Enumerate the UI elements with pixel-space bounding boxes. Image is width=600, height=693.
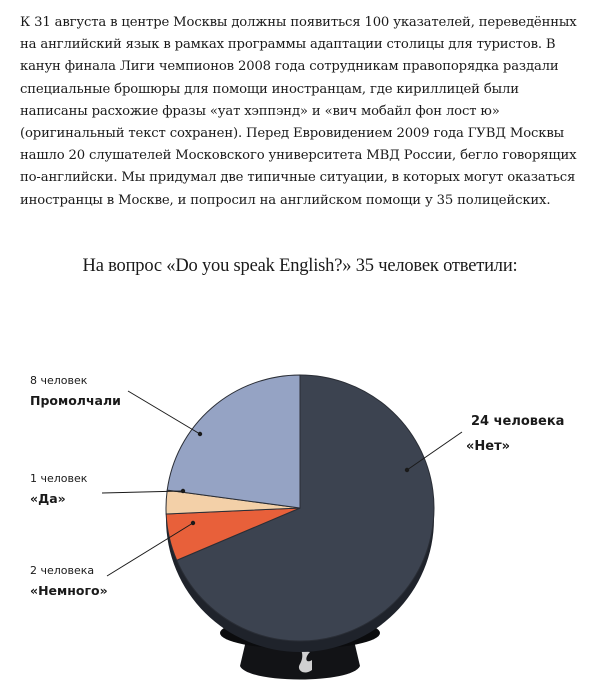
label-count-net: 24 человека (471, 414, 565, 429)
pie-slice-promolchali (167, 375, 300, 508)
slice-dot-net (405, 468, 409, 472)
label-count-nemnogo: 2 человека (30, 564, 95, 577)
pie-slices (166, 375, 434, 641)
chart-title: На вопрос «Do you speak English?» 35 человек ответили: (82, 256, 518, 276)
label-count-promolchali: 8 человек (30, 374, 88, 387)
label-count-da: 1 человек (30, 472, 88, 485)
slice-dot-promolchali (198, 432, 202, 436)
label-name-promolchali: Промолчали (30, 393, 121, 408)
label-name-net: «Нет» (466, 439, 511, 454)
slice-dot-da (181, 489, 185, 493)
slice-dot-nemnogo (191, 521, 195, 525)
leader-line-promolchali (128, 391, 200, 434)
label-name-da: «Да» (30, 491, 66, 506)
label-name-nemnogo: «Немного» (30, 583, 108, 598)
article-text: К 31 августа в центре Москвы должны появиться 100 указателей, переведённых на английский язык в рамках программы адаптации столицы для туристов. В канун финала Лиги чемпионов 2008 года сотрудникам правопорядка раздали специальные брошюры для помощи иностранцам, где кириллицей были написаны расхожие фразы «уат хэппэнд» и «вич мобайл фон лост ю» (оригинальный текст сохранен). Перед Евровидением 2009 года ГУВД Москвы нашло 20 слушателей Московского университета МВД России, бегло говорящих по-английски. Мы придумал две типичные ситуации, в которых могут оказаться иностранцы в Москве, и попросил на английском помощи у 35 полицейских. (20, 15, 577, 208)
